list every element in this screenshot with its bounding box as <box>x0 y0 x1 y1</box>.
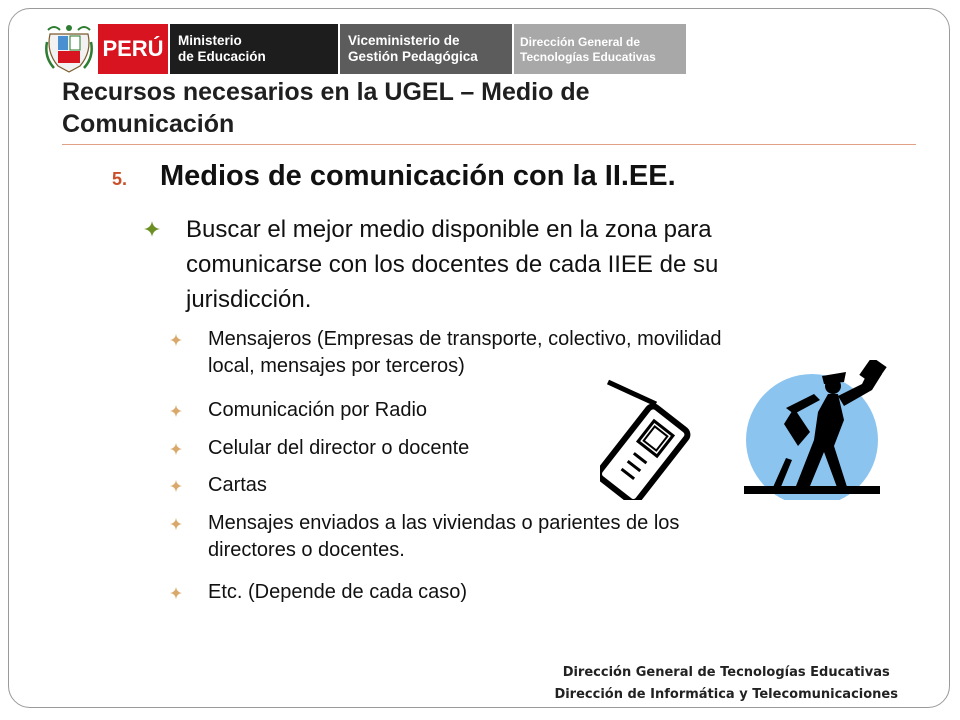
footer-line-2: Dirección de Informática y Telecomunicaciones <box>554 687 898 702</box>
vice-ministry-line-1: Viceministerio de <box>348 33 460 48</box>
list-item <box>170 579 910 606</box>
slide-title-line-2: Comunicación <box>62 110 235 138</box>
main-point-line-3: jurisdicción. <box>186 286 312 313</box>
peru-logo <box>98 24 168 74</box>
list-item-line-2: directores o docentes. <box>208 539 405 561</box>
main-point-line-2: comunicarse con los docentes de cada IIEE de su <box>186 251 719 278</box>
main-point-line-1: Buscar el mejor medio disponible en la zona para <box>186 216 712 243</box>
section-heading-text: Medios de comunicación con la II.EE. <box>160 160 676 192</box>
directorate-line-1: Dirección General de <box>520 35 641 49</box>
list-item-line-1: Cartas <box>208 474 267 496</box>
list-item <box>170 510 910 564</box>
peru-label: PERÚ <box>102 36 164 61</box>
vice-ministry-line-2: Gestión Pedagógica <box>348 49 478 64</box>
diamond-bullet-icon <box>170 405 182 417</box>
main-point <box>144 212 904 317</box>
ministry-line-2: de Educación <box>178 49 266 64</box>
list-item-line-1: Etc. (Depende de cada caso) <box>208 581 468 603</box>
footer-line-1: Dirección General de Tecnologías Educativas <box>562 665 890 680</box>
slide-title <box>62 76 802 140</box>
ministry-logo <box>170 24 338 74</box>
list-item-line-1: Celular del director o docente <box>208 437 470 459</box>
messenger-man-icon <box>744 360 887 500</box>
diamond-bullet-icon <box>170 480 182 492</box>
peru-coat-of-arms-icon <box>44 22 94 74</box>
diamond-bullet-icon <box>170 518 182 530</box>
diamond-bullet-icon <box>170 443 182 455</box>
diamond-bullet-icon <box>170 334 182 346</box>
communication-illustration <box>600 360 900 500</box>
vice-ministry-logo <box>340 24 512 74</box>
walkie-talkie-icon <box>600 382 690 500</box>
section-number: 5. <box>112 169 128 189</box>
diamond-bullet-icon <box>144 221 160 237</box>
list-item-line-1: Comunicación por Radio <box>208 399 428 421</box>
directorate-logo <box>514 24 686 74</box>
list-item-line-1: Mensajeros (Empresas de transporte, colectivo, movilidad <box>208 328 722 350</box>
title-divider <box>62 144 916 145</box>
diamond-bullet-icon <box>170 587 182 599</box>
footer <box>554 662 898 706</box>
list-item-line-2: local, mensajes por terceros) <box>208 355 465 377</box>
list-item-line-1: Mensajes enviados a las viviendas o parientes de los <box>208 512 680 534</box>
ministry-line-1: Ministerio <box>178 33 242 48</box>
directorate-line-2: Tecnologías Educativas <box>520 50 656 64</box>
section-heading <box>112 160 676 193</box>
slide-title-line-1: Recursos necesarios en la UGEL – Medio de <box>62 78 590 106</box>
